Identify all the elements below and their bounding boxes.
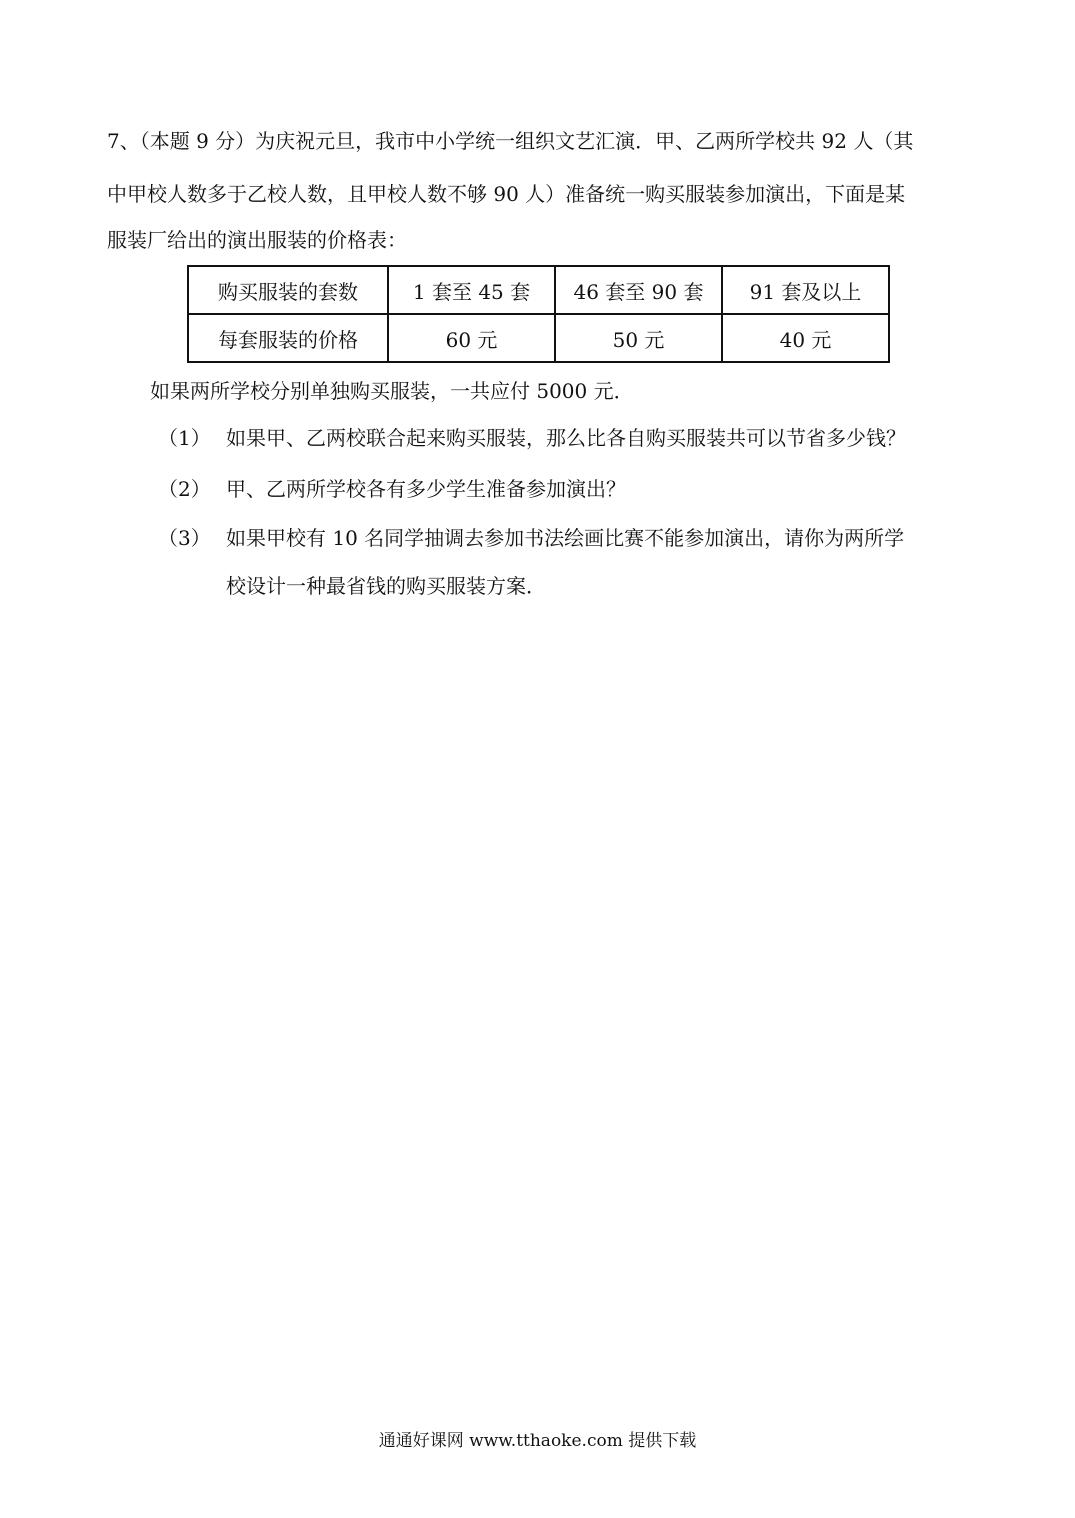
problem-line-2: 中甲校人数多于乙校人数，且甲校人数不够 90 人）准备统一购买服装参加演出，下面是某 (107, 182, 906, 206)
table-cell: 46 套至 90 套 (555, 266, 722, 314)
table-cell: 1 套至 45 套 (388, 266, 555, 314)
table-row (188, 266, 889, 314)
table-row (188, 314, 889, 362)
question-text: 甲、乙两所学校各有多少学生准备参加演出？ (226, 477, 626, 501)
table-cell: 60 元 (388, 314, 555, 362)
question-1 (158, 428, 906, 448)
table-header-cell: 每套服装的价格 (188, 314, 388, 362)
table-cell: 50 元 (555, 314, 722, 362)
table-cell: 40 元 (722, 314, 889, 362)
table-cell: 91 套及以上 (722, 266, 889, 314)
problem-line-1: 7、（本题 9 分）为庆祝元旦，我市中小学统一组织文艺汇演．甲、乙两所学校共 92 人（其 (107, 129, 914, 153)
price-table (187, 265, 890, 363)
question-number: （2） (158, 477, 211, 501)
intro-text: 如果两所学校分别单独购买服装，一共应付 5000 元． (150, 379, 634, 403)
question-3 (158, 528, 904, 548)
problem-line-3: 服装厂给出的演出服装的价格表： (107, 228, 407, 252)
page-footer: 通通好课网 www.tthaoke.com 提供下载 (378, 1431, 697, 1451)
table-header-cell: 购买服装的套数 (188, 266, 388, 314)
question-number: （1） (158, 426, 211, 450)
question-text: 如果甲、乙两校联合起来购买服装，那么比各自购买服装共可以节省多少钱？ (226, 426, 906, 450)
question-2 (158, 479, 626, 499)
question-text: 如果甲校有 10 名同学抽调去参加书法绘画比赛不能参加演出，请你为两所学 (226, 526, 905, 550)
question-number: （3） (158, 526, 211, 550)
question-3-continuation: 校设计一种最省钱的购买服装方案． (226, 574, 546, 598)
